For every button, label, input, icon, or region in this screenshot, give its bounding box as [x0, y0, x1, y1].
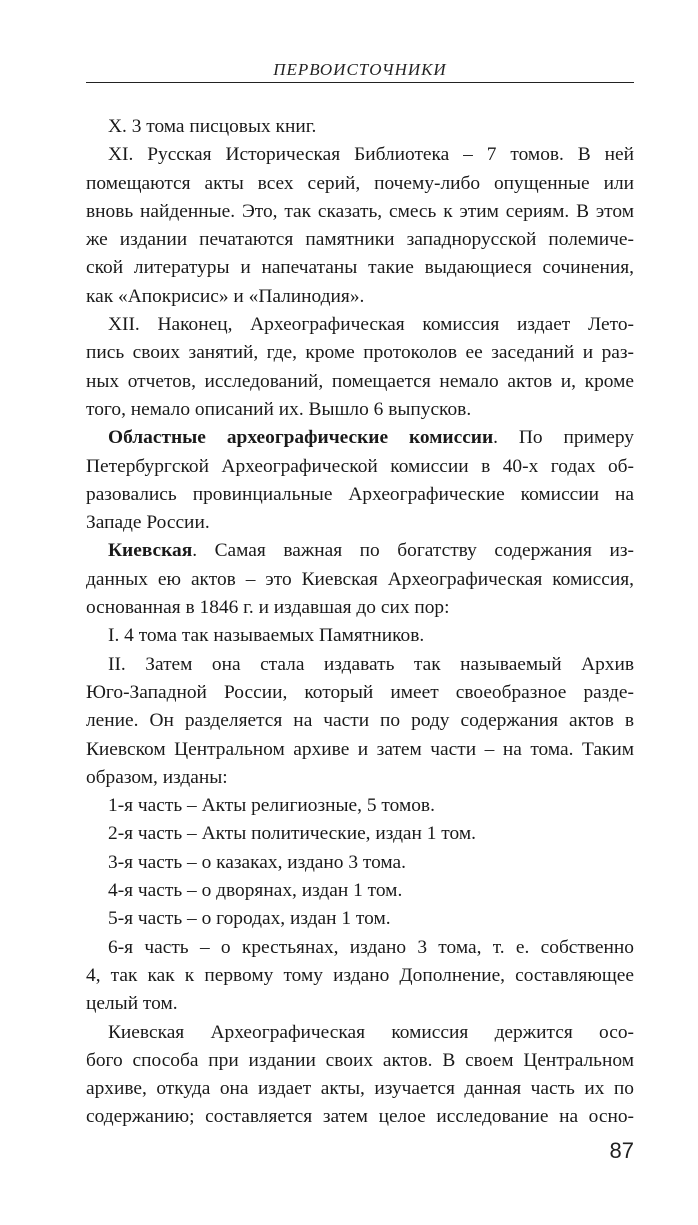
text-line — [86, 113, 634, 141]
text-line — [86, 368, 634, 396]
line-text: II. Затем она стала издавать так называемый Архив — [108, 653, 634, 675]
text-line — [86, 566, 634, 594]
line-text: же издании печатаются памятники западнорусской полемиче- — [86, 229, 634, 251]
line-text: 2-я часть – Акты политические, издан 1 том. — [108, 823, 476, 845]
text-line — [86, 820, 634, 848]
line-text: . По примеру — [493, 427, 635, 449]
text-line — [86, 1075, 634, 1103]
text-line — [86, 651, 634, 679]
line-text: пись своих занятий, где, кроме протоколов ее заседаний и раз- — [86, 342, 634, 364]
line-text: X. 3 тома писцовых книг. — [108, 116, 317, 137]
text-line — [86, 311, 634, 339]
text-line — [86, 339, 634, 367]
text-line — [86, 679, 634, 707]
text-line — [86, 622, 634, 650]
line-text: XII. Наконец, Археографическая комиссия издает Лето- — [108, 314, 634, 336]
text-line — [86, 1047, 634, 1075]
line-text: 3-я часть – о казаках, издано 3 тома. — [108, 851, 407, 873]
bold-heading: Киевская — [108, 540, 193, 562]
line-text: ление. Он разделяется на части по роду содержания актов в — [86, 710, 634, 732]
text-line — [86, 396, 634, 424]
text-line — [86, 254, 634, 282]
line-text: вновь найденные. Это, так сказать, смесь к этим сериям. В этом — [86, 200, 634, 222]
text-line — [86, 736, 634, 764]
line-text: ской литературы и напечатаны такие выдающиеся сочинения, — [86, 257, 634, 279]
text-line — [86, 509, 634, 537]
line-text: данных ею актов – это Киевская Археографическая комиссия, — [86, 568, 634, 590]
text-line — [86, 1103, 634, 1131]
text-line — [86, 990, 634, 1018]
line-text: помещаются акты всех серий, почему-либо опущенные или — [86, 172, 634, 194]
line-text: разовались провинциальные Археографические комиссии на — [86, 483, 634, 505]
text-line — [86, 905, 634, 933]
line-text: образом, изданы: — [86, 766, 228, 788]
page-number: 87 — [609, 1138, 634, 1163]
text-line — [86, 594, 634, 622]
text-line — [86, 226, 634, 254]
line-text: . Самая важная по богатству содержания из- — [192, 540, 634, 562]
line-text: Киевская Археографическая комиссия держится осо- — [108, 1021, 634, 1043]
line-text: ных отчетов, исследований, помещается немало актов и, кроме — [86, 370, 634, 392]
line-text: содержанию; составляется затем целое исследование на осно- — [86, 1106, 634, 1128]
text-line — [86, 962, 634, 990]
text-line — [86, 453, 634, 481]
line-text: Юго-Западной России, который имеет своеобразное разде- — [86, 681, 634, 703]
text-line — [86, 283, 634, 311]
text-line — [86, 481, 634, 509]
header-rule — [86, 82, 634, 83]
text-line — [86, 141, 634, 169]
line-text: XI. Русская Историческая Библиотека – 7 томов. В ней — [108, 144, 634, 166]
line-text: бого способа при издании своих актов. В своем Центральном — [86, 1049, 634, 1071]
line-text: 1-я часть – Акты религиозные, 5 томов. — [108, 795, 435, 817]
running-header: ПЕРВОИСТОЧНИКИ — [273, 60, 447, 79]
line-text: основанная в 1846 г. и издавшая до сих пор: — [86, 597, 450, 619]
line-text: Киевском Центральном архиве и затем части – на тома. Таким — [86, 738, 634, 760]
line-text: целый том. — [86, 993, 178, 1015]
text-line — [86, 424, 634, 452]
body-text — [86, 113, 634, 1132]
text-line — [86, 707, 634, 735]
text-line — [86, 849, 634, 877]
line-text: 5-я часть – о городах, издан 1 том. — [108, 908, 391, 930]
line-text: 6-я часть – о крестьянах, издано 3 тома, т. е. собственно — [108, 936, 634, 958]
text-line — [86, 170, 634, 198]
text-line — [86, 537, 634, 565]
text-line — [86, 764, 634, 792]
text-line — [86, 1019, 634, 1047]
line-text: Петербургской Археографической комиссии в 40-х годах об- — [86, 455, 634, 477]
text-line — [86, 934, 634, 962]
text-line — [86, 792, 634, 820]
line-text: Западе России. — [86, 512, 210, 534]
text-line — [86, 198, 634, 226]
line-text: того, немало описаний их. Вышло 6 выпусков. — [86, 398, 472, 420]
text-line — [86, 877, 634, 905]
line-text: 4-я часть – о дворянах, издан 1 том. — [108, 880, 403, 902]
bold-heading: Областные археографические комиссии — [108, 427, 494, 449]
line-text: архиве, откуда она издает акты, изучается данная часть их по — [86, 1078, 634, 1100]
line-text: как «Апокрисис» и «Палинодия». — [86, 285, 365, 307]
line-text: 4, так как к первому тому издано Дополнение, составляющее — [86, 964, 634, 986]
line-text: I. 4 тома так называемых Памятников. — [108, 625, 425, 647]
